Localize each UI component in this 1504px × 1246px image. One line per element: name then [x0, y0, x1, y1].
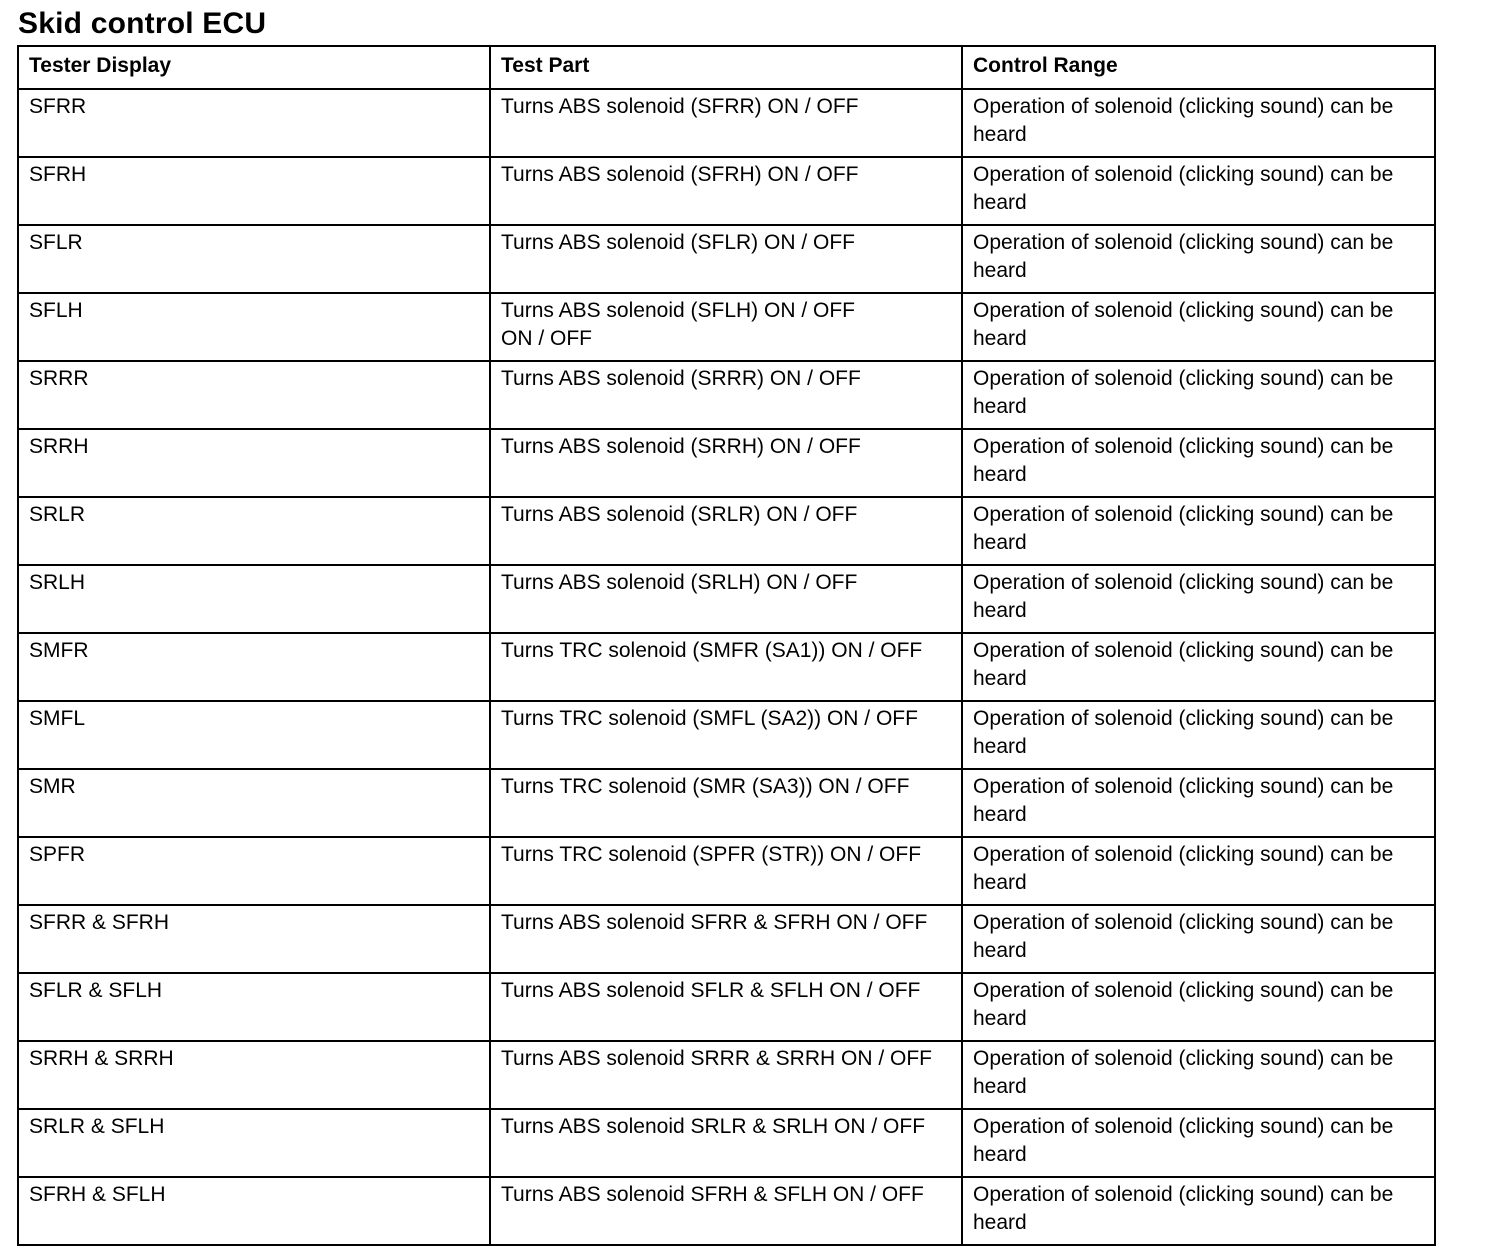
tester-display-cell: SMFR: [18, 633, 490, 701]
table-row: [18, 769, 1435, 837]
table-body: [18, 89, 1435, 1245]
control-range-cell: Operation of solenoid (clicking sound) can be heard: [962, 701, 1435, 769]
control-range-cell: Operation of solenoid (clicking sound) can be heard: [962, 1041, 1435, 1109]
control-range-cell: Operation of solenoid (clicking sound) can be heard: [962, 429, 1435, 497]
control-range-cell: Operation of solenoid (clicking sound) can be heard: [962, 973, 1435, 1041]
test-part-cell: Turns TRC solenoid (SPFR (STR)) ON / OFF: [490, 837, 962, 905]
table-row: [18, 89, 1435, 157]
control-range-cell: Operation of solenoid (clicking sound) can be heard: [962, 361, 1435, 429]
test-part-cell: Turns ABS solenoid SFRR & SFRH ON / OFF: [490, 905, 962, 973]
tester-display-cell: SRLH: [18, 565, 490, 633]
table-header-row: [18, 46, 1435, 89]
test-part-cell: Turns ABS solenoid SRRR & SRRH ON / OFF: [490, 1041, 962, 1109]
table-row: [18, 1041, 1435, 1109]
tester-display-cell: SFRR: [18, 89, 490, 157]
tester-display-cell: SPFR: [18, 837, 490, 905]
test-part-cell: Turns ABS solenoid (SRRH) ON / OFF: [490, 429, 962, 497]
control-range-cell: Operation of solenoid (clicking sound) can be heard: [962, 1109, 1435, 1177]
test-part-cell: Turns ABS solenoid (SRRR) ON / OFF: [490, 361, 962, 429]
control-range-cell: Operation of solenoid (clicking sound) can be heard: [962, 225, 1435, 293]
control-range-cell: Operation of solenoid (clicking sound) can be heard: [962, 497, 1435, 565]
table-row: [18, 905, 1435, 973]
tester-display-cell: SRLR & SFLH: [18, 1109, 490, 1177]
table-row: [18, 293, 1435, 361]
tester-display-cell: SMR: [18, 769, 490, 837]
control-range-cell: Operation of solenoid (clicking sound) can be heard: [962, 1177, 1435, 1245]
control-range-cell: Operation of solenoid (clicking sound) can be heard: [962, 769, 1435, 837]
tester-display-cell: SFRH: [18, 157, 490, 225]
tester-display-cell: SRRH & SRRH: [18, 1041, 490, 1109]
test-part-cell: Turns ABS solenoid (SRLH) ON / OFF: [490, 565, 962, 633]
test-part-cell: Turns ABS solenoid (SFLH) ON / OFF ON / OFF: [490, 293, 962, 361]
control-range-cell: Operation of solenoid (clicking sound) can be heard: [962, 89, 1435, 157]
test-part-cell: Turns ABS solenoid SFRH & SFLH ON / OFF: [490, 1177, 962, 1245]
test-part-cell: Turns TRC solenoid (SMFR (SA1)) ON / OFF: [490, 633, 962, 701]
tester-display-cell: SFLH: [18, 293, 490, 361]
control-range-cell: Operation of solenoid (clicking sound) can be heard: [962, 633, 1435, 701]
tester-display-cell: SFLR: [18, 225, 490, 293]
table-row: [18, 429, 1435, 497]
control-range-cell: Operation of solenoid (clicking sound) can be heard: [962, 837, 1435, 905]
table-row: [18, 837, 1435, 905]
control-range-cell: Operation of solenoid (clicking sound) can be heard: [962, 905, 1435, 973]
active-test-table: [17, 45, 1436, 1246]
test-part-cell: Turns TRC solenoid (SMR (SA3)) ON / OFF: [490, 769, 962, 837]
test-part-cell: Turns ABS solenoid (SFRH) ON / OFF: [490, 157, 962, 225]
test-part-cell: Turns TRC solenoid (SMFL (SA2)) ON / OFF: [490, 701, 962, 769]
control-range-cell: Operation of solenoid (clicking sound) can be heard: [962, 565, 1435, 633]
table-row: [18, 701, 1435, 769]
tester-display-cell: SFLR & SFLH: [18, 973, 490, 1041]
control-range-cell: Operation of solenoid (clicking sound) can be heard: [962, 293, 1435, 361]
table-row: [18, 1177, 1435, 1245]
table-row: [18, 1109, 1435, 1177]
tester-display-cell: SRLR: [18, 497, 490, 565]
table-row: [18, 225, 1435, 293]
test-part-cell: Turns ABS solenoid SFLR & SFLH ON / OFF: [490, 973, 962, 1041]
tester-display-cell: SRRH: [18, 429, 490, 497]
table-row: [18, 973, 1435, 1041]
table-row: [18, 157, 1435, 225]
table-row: [18, 361, 1435, 429]
test-part-cell: Turns ABS solenoid (SFRR) ON / OFF: [490, 89, 962, 157]
table-row: [18, 633, 1435, 701]
table-row: [18, 565, 1435, 633]
page-title: Skid control ECU: [18, 7, 267, 40]
test-part-cell: Turns ABS solenoid SRLR & SRLH ON / OFF: [490, 1109, 962, 1177]
control-range-cell: Operation of solenoid (clicking sound) can be heard: [962, 157, 1435, 225]
header-test-part: Test Part: [490, 46, 962, 89]
tester-display-cell: SRRR: [18, 361, 490, 429]
tester-display-cell: SMFL: [18, 701, 490, 769]
test-part-cell: Turns ABS solenoid (SRLR) ON / OFF: [490, 497, 962, 565]
header-control-range: Control Range: [962, 46, 1435, 89]
tester-display-cell: SFRH & SFLH: [18, 1177, 490, 1245]
tester-display-cell: SFRR & SFRH: [18, 905, 490, 973]
test-part-cell: Turns ABS solenoid (SFLR) ON / OFF: [490, 225, 962, 293]
header-tester-display: Tester Display: [18, 46, 490, 89]
table-row: [18, 497, 1435, 565]
